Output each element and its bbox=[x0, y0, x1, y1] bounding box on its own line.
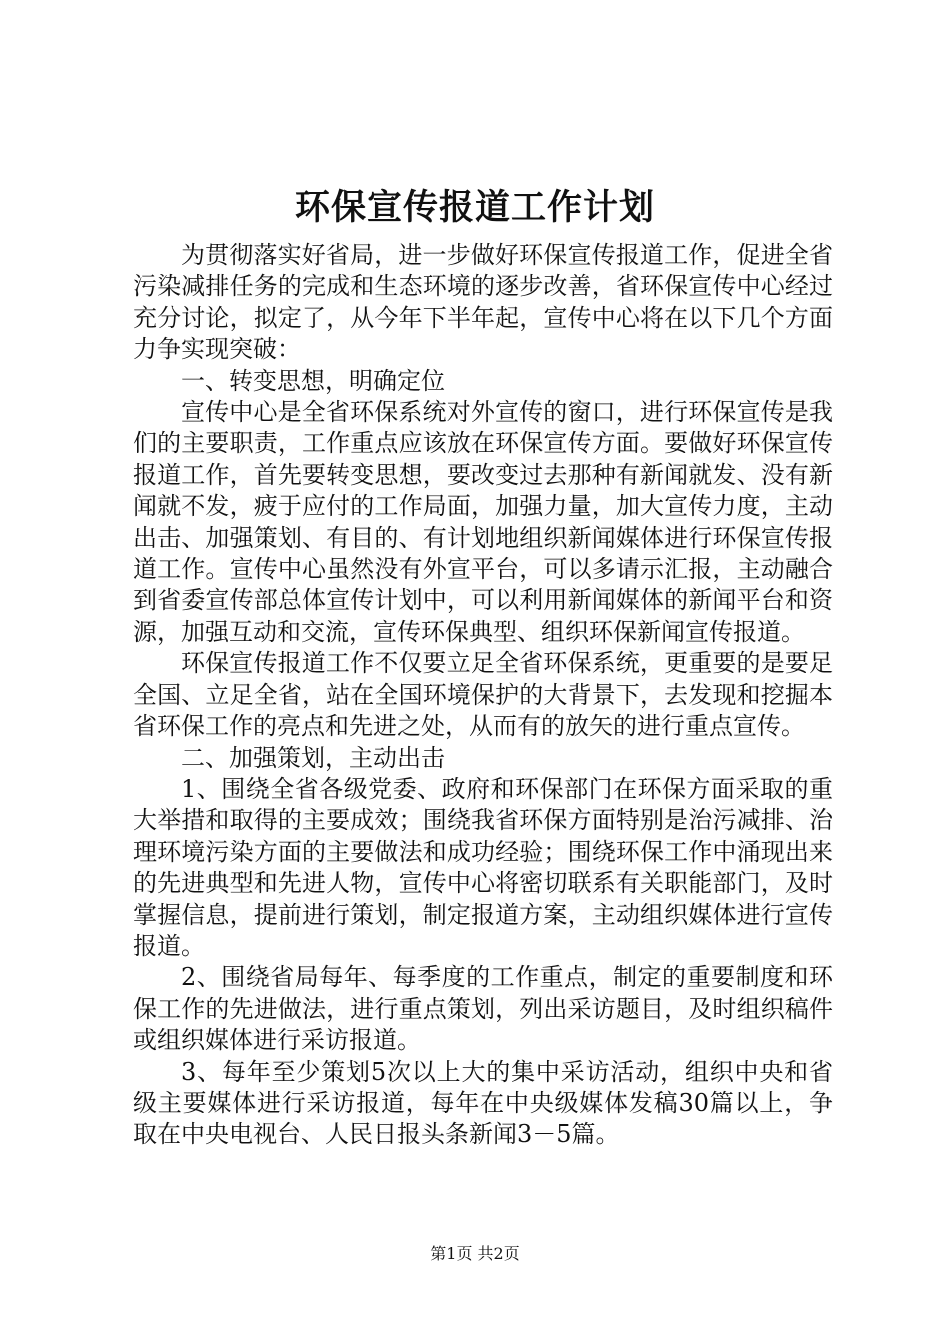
paragraph-section1-main: 宣传中心是全省环保系统对外宣传的窗口，进行环保宣传是我们的主要职责，工作重点应该放在环保宣传方面。要做好环保宣传报道工作，首先要转变思想，要改变过去那种有新闻就发、没有新闻就不发，疲于应付的工作局面，加强力量，加大宣传力度，主动出击、加强策划、有目的、有计划地组织新闻媒体进行环保宣传报道工作。宣传中心虽然没有外宣平台，可以多请示汇报，主动融合到省委宣传部总体宣传计划中，可以利用新闻媒体的新闻平台和资源，加强互动和交流，宣传环保典型、组织环保新闻宣传报道。 bbox=[133, 398, 833, 646]
document-body bbox=[133, 240, 833, 1151]
page-indicator: 第1页 共2页 bbox=[430, 1244, 520, 1263]
paragraph-intro: 为贯彻落实好省局，进一步做好环保宣传报道工作，促进全省污染减排任务的完成和生态环境的逐步改善，省环保宣传中心经过充分讨论，拟定了，从今年下半年起，宣传中心将在以下几个方面力争实现突破： bbox=[133, 241, 833, 364]
section-heading-2: 二、加强策划，主动出击 bbox=[181, 743, 445, 772]
paragraph-item-2: 2、围绕省局每年、每季度的工作重点，制定的重要制度和环保工作的先进做法，进行重点策划，列出采访题目，及时组织稿件或组织媒体进行采访报道。 bbox=[133, 963, 833, 1055]
section-heading-1: 一、转变思想，明确定位 bbox=[181, 366, 445, 395]
paragraph-item-3: 3、每年至少策划5次以上大的集中采访活动，组织中央和省级主要媒体进行采访报道，每年在中央级媒体发稿30篇以上，争取在中央电视台、人民日报头条新闻3－5篇。 bbox=[133, 1057, 833, 1149]
paragraph-section1-scope: 环保宣传报道工作不仅要立足全省环保系统，更重要的是要足全国、立足全省，站在全国环境保护的大背景下，去发现和挖掘本省环保工作的亮点和先进之处，从而有的放矢的进行重点宣传。 bbox=[133, 649, 833, 741]
document-title: 环保宣传报道工作计划 bbox=[294, 187, 655, 228]
paragraph-item-1: 1、围绕全省各级党委、政府和环保部门在环保方面采取的重大举措和取得的主要成效；围绕我省环保方面特别是治污减排、治理环境污染方面的主要做法和成功经验；围绕环保工作中涌现出来的先进典型和先进人物，宣传中心将密切联系有关职能部门，及时掌握信息，提前进行策划，制定报道方案，主动组织媒体进行宣传报道。 bbox=[133, 774, 833, 960]
